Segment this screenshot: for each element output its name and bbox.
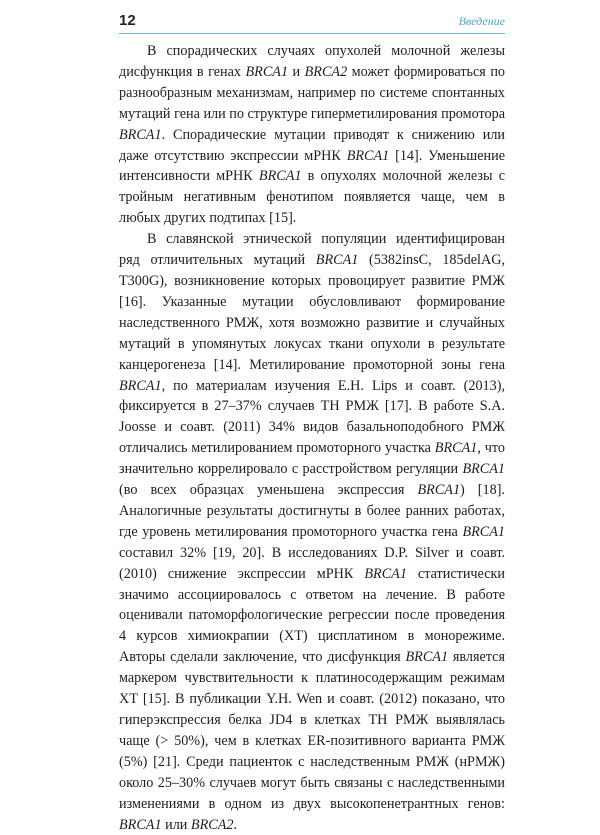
gene-name: BRCA1 (417, 482, 461, 499)
body-text (119, 41, 505, 835)
text-segment: , что значительно коррелировало с расстройством регуляции (119, 440, 505, 478)
running-header (119, 11, 505, 33)
text-segment: [14]. Уменьшение интенсивности мРНК (119, 147, 505, 185)
text-segment: или (161, 816, 191, 833)
text-segment: ) [18]. Аналогичные результаты достигнуты в более ранних работах, где уровень метилирования промоторного участка гена (119, 482, 505, 540)
section-title: Введение (458, 14, 505, 28)
text-segment: В славянской этнической популяции идентифицирован ряд отличительных мутаций (119, 231, 505, 269)
header-divider (119, 33, 505, 34)
text-segment: является маркером чувствительности к платиносодержащим режимам ХТ [15]. В публикации Y.H. Wen и соавт. (2012) показано, что гиперэкспрессия белка JD4 в клетках ТН РМЖ выявлялась чаще (> 50%), чем в клетках ER-позитивного варианта РМЖ (5%) [21]. Среди пациенток с наследственным РМЖ (нРМЖ) около 25–30% случаев могут быть связаны с наследственными изменениями в одном из двух высокопенетрантных генов: (119, 649, 506, 812)
text-segment: . Спорадические мутации приводят к снижению или даже отсутствию экспрессии мРНК (119, 126, 505, 164)
text-segment: составил 32% [19, 20]. В исследованиях D.P. Silver и соавт. (2010) снижение экспрессии мРНК (119, 544, 505, 582)
gene-name: BRCA1 (119, 377, 162, 394)
gene-name: BRCA1 (462, 461, 505, 478)
gene-name: BRCA1 (405, 649, 449, 666)
text-segment: , по материалам изучения E.H. Lips и соавт. (2013), фиксируется в 27–37% случаев ТН РМЖ [17]. В работе S.A. Joosse и соавт. (2011) 34% видов базальноподобного РМЖ отличались метилированием промоторного участка (119, 377, 505, 457)
gene-name: BRCA1 (315, 252, 359, 269)
gene-name: BRCA1 (119, 126, 162, 143)
paragraph (119, 229, 505, 835)
gene-name: BRCA1 (258, 168, 302, 185)
text-segment: (5382insC, 185delAG, T300G), возникновение которых провоцирует развитие РМЖ [16]. Указанные мутации обусловливают формирование наследственного РМЖ, хотя возможно развитие и случайных мутаций в упомянутых локусах ткани опухоли в результате канцерогенеза [14]. Метилирование промоторной зоны гена (119, 252, 505, 373)
text-segment: В спорадических случаях опухолей молочной железы дисфункция в генах (119, 43, 505, 80)
text-segment: (во всех образцах уменьшена экспрессия (119, 482, 418, 499)
gene-name: BRCA1 (364, 565, 407, 582)
gene-name: BRCA1 (434, 440, 478, 457)
paragraph (119, 41, 505, 229)
text-segment: может формироваться по разнообразным механизмам, например по системе спонтанных мутаций гена или по структуре гиперметилирования промотора (119, 63, 505, 122)
text-segment: статистически значимо ассоциировалось с ответом на лечение. В работе оценивали патоморфологические регрессии после проведения 4 курсов химиокрапии (ХТ) цисплатином в монорежиме. Авторы сделали заключение, что дисфункция (119, 565, 505, 666)
gene-name: BRCA1 (346, 147, 390, 164)
gene-name: BRCA1 (119, 816, 162, 833)
gene-name: BRCA1 (245, 63, 289, 80)
text-segment: . (233, 816, 238, 833)
gene-name: BRCA2 (304, 63, 348, 80)
text-segment: в опухолях молочной железы с тройным негативным фенотипом появляется чаще, чем в любых других подтипах [15]. (119, 168, 505, 227)
gene-name: BRCA1 (462, 523, 505, 540)
text-segment: и (288, 63, 305, 80)
gene-name: BRCA2 (190, 816, 234, 833)
page-number: 12 (119, 12, 136, 29)
